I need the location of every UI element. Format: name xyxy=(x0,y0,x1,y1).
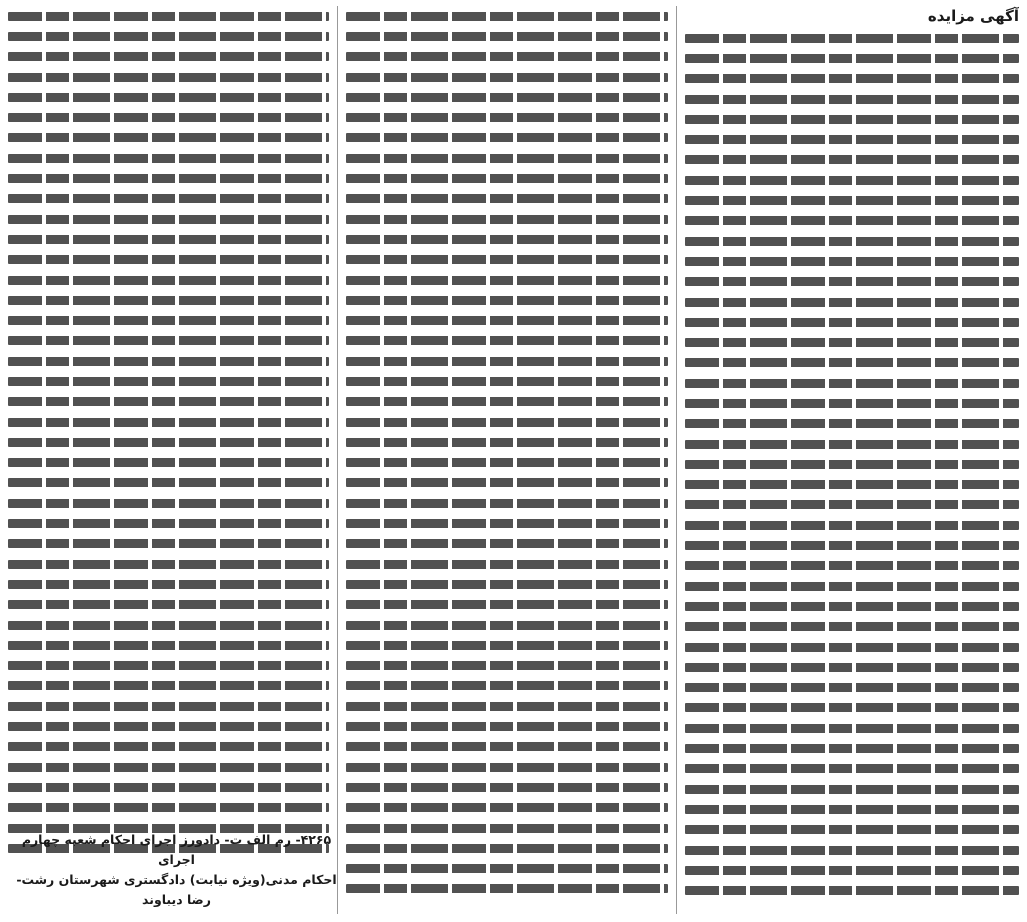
illegible-text-line xyxy=(8,107,329,127)
text-placeholder-bar xyxy=(685,764,1019,773)
text-placeholder-bar xyxy=(685,298,1019,307)
illegible-text-line xyxy=(346,493,668,513)
illegible-text-line xyxy=(346,270,668,290)
illegible-text-line xyxy=(346,574,668,594)
text-placeholder-bar xyxy=(8,93,329,102)
illegible-text-line xyxy=(8,696,329,716)
illegible-text-line xyxy=(685,840,1019,860)
illegible-text-line xyxy=(8,47,329,67)
illegible-text-line xyxy=(346,107,668,127)
illegible-text-line xyxy=(346,189,668,209)
text-placeholder-bar xyxy=(346,174,668,183)
column-left xyxy=(8,6,337,914)
illegible-text-line xyxy=(8,87,329,107)
text-placeholder-bar xyxy=(8,681,329,690)
text-placeholder-bar xyxy=(8,783,329,792)
text-placeholder-bar xyxy=(8,133,329,142)
illegible-text-line xyxy=(685,657,1019,677)
text-placeholder-bar xyxy=(346,621,668,630)
illegible-text-line xyxy=(8,6,329,26)
text-placeholder-bar xyxy=(685,34,1019,43)
illegible-text-line xyxy=(685,211,1019,231)
text-placeholder-bar xyxy=(8,600,329,609)
signature-block xyxy=(16,830,337,910)
illegible-text-line xyxy=(8,209,329,229)
text-placeholder-bar xyxy=(685,744,1019,753)
illegible-text-line xyxy=(8,737,329,757)
text-placeholder-bar xyxy=(685,318,1019,327)
text-placeholder-bar xyxy=(346,215,668,224)
text-placeholder-bar xyxy=(8,438,329,447)
text-placeholder-bar xyxy=(685,460,1019,469)
illegible-text-line xyxy=(346,473,668,493)
text-placeholder-bar xyxy=(346,418,668,427)
text-placeholder-bar xyxy=(685,379,1019,388)
text-placeholder-bar xyxy=(346,357,668,366)
illegible-text-line xyxy=(685,535,1019,555)
text-placeholder-bar xyxy=(685,257,1019,266)
illegible-text-line xyxy=(685,880,1019,900)
text-placeholder-bar xyxy=(346,154,668,163)
illegible-text-line xyxy=(8,432,329,452)
illegible-text-line xyxy=(8,290,329,310)
text-placeholder-bar xyxy=(8,235,329,244)
illegible-text-line xyxy=(346,534,668,554)
illegible-text-line xyxy=(8,331,329,351)
illegible-text-line xyxy=(685,393,1019,413)
illegible-text-line xyxy=(8,189,329,209)
text-placeholder-bar xyxy=(685,805,1019,814)
illegible-text-line xyxy=(8,493,329,513)
illegible-text-line xyxy=(685,353,1019,373)
illegible-text-line xyxy=(8,757,329,777)
illegible-text-line xyxy=(346,250,668,270)
text-placeholder-bar xyxy=(8,276,329,285)
text-placeholder-bar xyxy=(346,783,668,792)
column-left-lines xyxy=(8,6,329,858)
illegible-text-line xyxy=(685,190,1019,210)
text-placeholder-bar xyxy=(685,54,1019,63)
illegible-text-line xyxy=(346,47,668,67)
text-placeholder-bar xyxy=(685,237,1019,246)
text-placeholder-bar xyxy=(8,174,329,183)
illegible-text-line xyxy=(346,716,668,736)
text-placeholder-bar xyxy=(685,155,1019,164)
text-placeholder-bar xyxy=(8,641,329,650)
illegible-text-line xyxy=(685,89,1019,109)
illegible-text-line xyxy=(685,69,1019,89)
text-placeholder-bar xyxy=(8,336,329,345)
illegible-text-line xyxy=(8,676,329,696)
text-placeholder-bar xyxy=(346,824,668,833)
text-placeholder-bar xyxy=(346,458,668,467)
illegible-text-line xyxy=(346,26,668,46)
illegible-text-line xyxy=(346,615,668,635)
text-placeholder-bar xyxy=(685,399,1019,408)
text-placeholder-bar xyxy=(8,397,329,406)
illegible-text-line xyxy=(346,554,668,574)
text-placeholder-bar xyxy=(8,316,329,325)
illegible-text-line xyxy=(685,718,1019,738)
text-placeholder-bar xyxy=(346,681,668,690)
illegible-text-line xyxy=(8,412,329,432)
text-placeholder-bar xyxy=(8,478,329,487)
text-placeholder-bar xyxy=(346,499,668,508)
illegible-text-line xyxy=(346,818,668,838)
illegible-text-line xyxy=(685,698,1019,718)
illegible-text-line xyxy=(8,67,329,87)
text-placeholder-bar xyxy=(8,499,329,508)
illegible-text-line xyxy=(346,777,668,797)
text-placeholder-bar xyxy=(346,539,668,548)
text-placeholder-bar xyxy=(685,846,1019,855)
text-placeholder-bar xyxy=(685,683,1019,692)
text-placeholder-bar xyxy=(8,763,329,772)
illegible-text-line xyxy=(8,392,329,412)
illegible-text-line xyxy=(8,777,329,797)
text-placeholder-bar xyxy=(685,338,1019,347)
text-placeholder-bar xyxy=(685,521,1019,530)
illegible-text-line xyxy=(685,617,1019,637)
text-placeholder-bar xyxy=(8,73,329,82)
text-placeholder-bar xyxy=(8,194,329,203)
illegible-text-line xyxy=(346,737,668,757)
illegible-text-line xyxy=(8,371,329,391)
text-placeholder-bar xyxy=(346,478,668,487)
text-placeholder-bar xyxy=(346,73,668,82)
text-placeholder-bar xyxy=(685,886,1019,895)
illegible-text-line xyxy=(685,332,1019,352)
illegible-text-line xyxy=(8,615,329,635)
text-placeholder-bar xyxy=(346,661,668,670)
illegible-text-line xyxy=(8,270,329,290)
illegible-text-line xyxy=(346,67,668,87)
text-placeholder-bar xyxy=(685,480,1019,489)
text-placeholder-bar xyxy=(8,377,329,386)
text-placeholder-bar xyxy=(8,539,329,548)
text-placeholder-bar xyxy=(8,580,329,589)
illegible-text-line xyxy=(346,229,668,249)
illegible-text-line xyxy=(346,676,668,696)
column-middle xyxy=(337,6,677,914)
illegible-text-line xyxy=(685,759,1019,779)
signature-line-2: احکام مدنی(ویژه نیابت) دادگستری شهرستان رشت-رضا دیباوند xyxy=(16,872,337,907)
text-placeholder-bar xyxy=(346,844,668,853)
notice-columns xyxy=(8,6,1019,914)
text-placeholder-bar xyxy=(346,296,668,305)
text-placeholder-bar xyxy=(346,560,668,569)
illegible-text-line xyxy=(8,128,329,148)
illegible-text-line xyxy=(685,576,1019,596)
text-placeholder-bar xyxy=(346,742,668,751)
text-placeholder-bar xyxy=(685,622,1019,631)
text-placeholder-bar xyxy=(346,12,668,21)
illegible-text-line xyxy=(346,858,668,878)
illegible-text-line xyxy=(346,87,668,107)
text-placeholder-bar xyxy=(346,702,668,711)
text-placeholder-bar xyxy=(685,74,1019,83)
illegible-text-line xyxy=(346,432,668,452)
text-placeholder-bar xyxy=(685,95,1019,104)
illegible-text-line xyxy=(8,534,329,554)
text-placeholder-bar xyxy=(685,176,1019,185)
illegible-text-line xyxy=(346,209,668,229)
illegible-text-line xyxy=(685,170,1019,190)
illegible-text-line xyxy=(346,635,668,655)
illegible-text-line xyxy=(685,738,1019,758)
text-placeholder-bar xyxy=(685,358,1019,367)
illegible-text-line xyxy=(685,48,1019,68)
signature-line-1: ۴۲۶۵- رم الف ت- دادورز اجرای احکام شعبه چهارم اجرای xyxy=(21,832,332,867)
text-placeholder-bar xyxy=(346,316,668,325)
illegible-text-line xyxy=(8,310,329,330)
illegible-text-line xyxy=(685,678,1019,698)
text-placeholder-bar xyxy=(346,763,668,772)
text-placeholder-bar xyxy=(346,397,668,406)
illegible-text-line xyxy=(346,656,668,676)
illegible-text-line xyxy=(685,109,1019,129)
illegible-text-line xyxy=(346,310,668,330)
illegible-text-line xyxy=(346,128,668,148)
text-placeholder-bar xyxy=(685,561,1019,570)
illegible-text-line xyxy=(8,656,329,676)
text-placeholder-bar xyxy=(346,133,668,142)
illegible-text-line xyxy=(685,231,1019,251)
text-placeholder-bar xyxy=(685,115,1019,124)
illegible-text-line xyxy=(685,495,1019,515)
illegible-text-line xyxy=(685,373,1019,393)
text-placeholder-bar xyxy=(346,194,668,203)
illegible-text-line xyxy=(8,798,329,818)
illegible-text-line xyxy=(685,454,1019,474)
illegible-text-line xyxy=(346,371,668,391)
illegible-text-line xyxy=(685,28,1019,48)
text-placeholder-bar xyxy=(685,541,1019,550)
illegible-text-line xyxy=(685,272,1019,292)
illegible-text-line xyxy=(346,595,668,615)
illegible-text-line xyxy=(685,292,1019,312)
text-placeholder-bar xyxy=(685,419,1019,428)
text-placeholder-bar xyxy=(685,866,1019,875)
illegible-text-line xyxy=(8,716,329,736)
illegible-text-line xyxy=(685,799,1019,819)
illegible-text-line xyxy=(346,412,668,432)
text-placeholder-bar xyxy=(346,864,668,873)
text-placeholder-bar xyxy=(8,12,329,21)
text-placeholder-bar xyxy=(8,296,329,305)
text-placeholder-bar xyxy=(346,803,668,812)
illegible-text-line xyxy=(8,574,329,594)
column-middle-lines xyxy=(346,6,668,899)
illegible-text-line xyxy=(346,696,668,716)
illegible-text-line xyxy=(346,168,668,188)
illegible-text-line xyxy=(685,251,1019,271)
text-placeholder-bar xyxy=(346,884,668,893)
text-placeholder-bar xyxy=(8,154,329,163)
text-placeholder-bar xyxy=(685,703,1019,712)
text-placeholder-bar xyxy=(8,722,329,731)
text-placeholder-bar xyxy=(8,52,329,61)
text-placeholder-bar xyxy=(346,255,668,264)
text-placeholder-bar xyxy=(685,277,1019,286)
illegible-text-line xyxy=(8,554,329,574)
illegible-text-line xyxy=(8,635,329,655)
text-placeholder-bar xyxy=(346,113,668,122)
text-placeholder-bar xyxy=(8,418,329,427)
illegible-text-line xyxy=(346,351,668,371)
text-placeholder-bar xyxy=(8,621,329,630)
illegible-text-line xyxy=(685,556,1019,576)
illegible-text-line xyxy=(685,637,1019,657)
illegible-text-line xyxy=(685,150,1019,170)
text-placeholder-bar xyxy=(685,785,1019,794)
text-placeholder-bar xyxy=(346,336,668,345)
illegible-text-line xyxy=(346,757,668,777)
text-placeholder-bar xyxy=(8,458,329,467)
illegible-text-line xyxy=(685,312,1019,332)
text-placeholder-bar xyxy=(346,32,668,41)
text-placeholder-bar xyxy=(685,825,1019,834)
text-placeholder-bar xyxy=(685,135,1019,144)
text-placeholder-bar xyxy=(685,196,1019,205)
text-placeholder-bar xyxy=(8,560,329,569)
text-placeholder-bar xyxy=(346,93,668,102)
text-placeholder-bar xyxy=(346,377,668,386)
illegible-text-line xyxy=(346,148,668,168)
text-placeholder-bar xyxy=(685,724,1019,733)
text-placeholder-bar xyxy=(685,216,1019,225)
text-placeholder-bar xyxy=(8,519,329,528)
text-placeholder-bar xyxy=(8,215,329,224)
illegible-text-line xyxy=(8,148,329,168)
illegible-text-line xyxy=(346,392,668,412)
text-placeholder-bar xyxy=(8,661,329,670)
text-placeholder-bar xyxy=(685,643,1019,652)
illegible-text-line xyxy=(346,838,668,858)
illegible-text-line xyxy=(685,860,1019,880)
illegible-text-line xyxy=(685,475,1019,495)
illegible-text-line xyxy=(346,798,668,818)
illegible-text-line xyxy=(8,513,329,533)
illegible-text-line xyxy=(685,515,1019,535)
text-placeholder-bar xyxy=(8,255,329,264)
text-placeholder-bar xyxy=(346,438,668,447)
illegible-text-line xyxy=(346,879,668,899)
text-placeholder-bar xyxy=(8,702,329,711)
text-placeholder-bar xyxy=(8,742,329,751)
illegible-text-line xyxy=(685,596,1019,616)
illegible-text-line xyxy=(8,351,329,371)
illegible-text-line xyxy=(346,6,668,26)
notice-title: آگهی مزایده xyxy=(927,7,1019,25)
text-placeholder-bar xyxy=(685,663,1019,672)
illegible-text-line xyxy=(685,779,1019,799)
illegible-text-line xyxy=(685,434,1019,454)
text-placeholder-bar xyxy=(346,600,668,609)
column-right-lines xyxy=(685,28,1019,901)
text-placeholder-bar xyxy=(685,582,1019,591)
text-placeholder-bar xyxy=(346,722,668,731)
illegible-text-line xyxy=(685,820,1019,840)
illegible-text-line xyxy=(8,595,329,615)
text-placeholder-bar xyxy=(685,500,1019,509)
text-placeholder-bar xyxy=(8,32,329,41)
text-placeholder-bar xyxy=(346,276,668,285)
text-placeholder-bar xyxy=(685,602,1019,611)
illegible-text-line xyxy=(346,331,668,351)
column-right xyxy=(677,6,1019,914)
text-placeholder-bar xyxy=(685,440,1019,449)
text-placeholder-bar xyxy=(346,519,668,528)
illegible-text-line xyxy=(8,168,329,188)
text-placeholder-bar xyxy=(346,235,668,244)
text-placeholder-bar xyxy=(346,580,668,589)
illegible-text-line xyxy=(8,453,329,473)
illegible-text-line xyxy=(8,473,329,493)
illegible-text-line xyxy=(346,453,668,473)
illegible-text-line xyxy=(685,414,1019,434)
illegible-text-line xyxy=(346,290,668,310)
text-placeholder-bar xyxy=(346,52,668,61)
illegible-text-line xyxy=(8,229,329,249)
text-placeholder-bar xyxy=(8,357,329,366)
text-placeholder-bar xyxy=(8,113,329,122)
illegible-text-line xyxy=(8,250,329,270)
text-placeholder-bar xyxy=(8,803,329,812)
illegible-text-line xyxy=(346,513,668,533)
illegible-text-line xyxy=(8,26,329,46)
illegible-text-line xyxy=(685,129,1019,149)
text-placeholder-bar xyxy=(346,641,668,650)
